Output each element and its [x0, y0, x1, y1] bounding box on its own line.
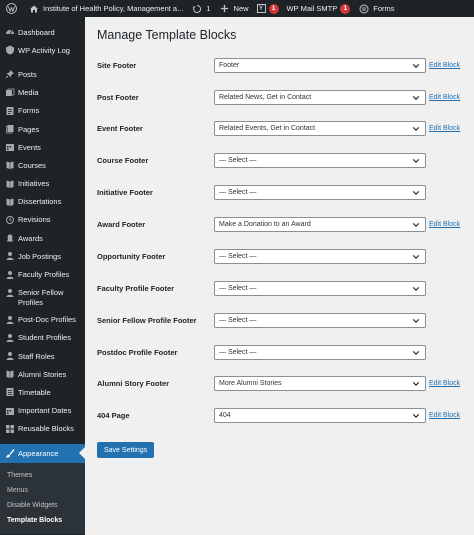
chevron-down-icon	[412, 285, 420, 293]
updates-count: 1	[206, 4, 211, 13]
post-footer-select[interactable]	[214, 90, 426, 105]
edit-block-link[interactable]: Edit Block	[429, 379, 461, 387]
sidebar-item-label: Dashboard	[18, 27, 55, 37]
users-icon	[4, 288, 15, 299]
blocks-icon	[4, 423, 15, 434]
users-icon	[4, 269, 15, 280]
sidebar-item-initiatives[interactable]	[0, 175, 85, 193]
sidebar-item-revisions[interactable]	[0, 211, 85, 229]
submenu-item-disable-widgets[interactable]: Disable Widgets	[7, 501, 58, 509]
edit-block-link[interactable]: Edit Block	[429, 411, 461, 419]
sidebar-item-label: Courses	[18, 160, 46, 170]
settings-row	[85, 87, 474, 107]
yoast-menu[interactable]	[253, 0, 283, 17]
chevron-down-icon	[412, 62, 420, 70]
sidebar-item-pages[interactable]	[0, 120, 85, 138]
sidebar-item-alumni-stories[interactable]	[0, 365, 85, 383]
sidebar-item-job-postings[interactable]	[0, 247, 85, 265]
settings-row	[85, 55, 474, 75]
sidebar-item-label: Senior Fellow Profiles	[18, 287, 64, 307]
senior-fellow-profile-footer-select[interactable]	[214, 313, 426, 328]
timetable-icon	[4, 387, 15, 398]
row-label: 404 Page	[97, 410, 130, 420]
404-page-select[interactable]	[214, 408, 426, 423]
settings-row	[85, 405, 474, 425]
row-label: Faculty Profile Footer	[97, 283, 175, 293]
settings-row	[85, 150, 474, 170]
row-label: Opportunity Footer	[97, 251, 166, 261]
award-icon	[4, 233, 15, 244]
sidebar-item-label: Alumni Stories	[18, 369, 67, 379]
book-icon	[4, 369, 15, 380]
chevron-down-icon	[412, 349, 420, 357]
edit-block-link[interactable]: Edit Block	[429, 93, 461, 101]
site-name: Institute of Health Policy, Management a...	[43, 4, 184, 13]
book-icon	[4, 160, 15, 171]
forms-icon	[358, 3, 370, 15]
select-value: — Select —	[219, 156, 257, 164]
new-label: New	[233, 4, 249, 13]
chevron-down-icon	[412, 189, 420, 197]
sidebar-item-label: Posts	[18, 69, 37, 79]
select-value: — Select —	[219, 284, 257, 292]
forms-icon	[4, 105, 15, 116]
sidebar-item-media[interactable]	[0, 84, 85, 102]
sidebar-item-reusable-blocks[interactable]	[0, 420, 85, 438]
calendar-icon	[4, 405, 15, 416]
select-value: — Select —	[219, 188, 257, 196]
select-value: — Select —	[219, 252, 257, 260]
users-icon	[4, 351, 15, 362]
settings-row	[85, 246, 474, 266]
updates-menu[interactable]	[187, 0, 214, 17]
chevron-down-icon	[412, 412, 420, 420]
chevron-down-icon	[412, 221, 420, 229]
sidebar-item-staff-roles[interactable]	[0, 347, 85, 365]
home-icon	[28, 3, 40, 15]
sidebar-item-post-doc-profiles[interactable]	[0, 311, 85, 329]
book-icon	[4, 178, 15, 189]
row-label: Senior Fellow Profile Footer	[97, 315, 197, 325]
sidebar-item-label: Pages	[18, 124, 40, 134]
event-footer-select[interactable]	[214, 121, 426, 136]
initiative-footer-select[interactable]	[214, 185, 426, 200]
sidebar-item-student-profiles[interactable]	[0, 329, 85, 347]
users-icon	[4, 251, 15, 262]
sidebar-item-label: Appearance	[18, 448, 59, 458]
calendar-icon	[4, 142, 15, 153]
yoast-badge: 1	[269, 4, 279, 14]
admin-sidebar	[0, 17, 85, 535]
settings-row	[85, 182, 474, 202]
sidebar-item-label: Reusable Blocks	[18, 424, 74, 434]
sidebar-item-label: Events	[18, 142, 41, 152]
media-icon	[4, 87, 15, 98]
main-content	[85, 17, 474, 535]
sidebar-item-events[interactable]	[0, 138, 85, 156]
sidebar-item-awards[interactable]	[0, 229, 85, 247]
settings-row	[85, 373, 474, 393]
sidebar-item-label: Job Postings	[18, 251, 61, 261]
settings-row	[85, 278, 474, 298]
chevron-down-icon	[412, 125, 420, 133]
wordpress-logo-icon	[5, 3, 17, 15]
row-label: Site Footer	[97, 60, 137, 70]
sidebar-item-label: Dissertations	[18, 197, 62, 207]
sidebar-item-wp-activity-log[interactable]	[0, 41, 85, 59]
award-footer-select[interactable]	[214, 217, 426, 232]
chevron-down-icon	[412, 94, 420, 102]
faculty-profile-footer-select[interactable]	[214, 281, 426, 296]
activity-log-icon	[4, 45, 15, 56]
opportunity-footer-select[interactable]	[214, 249, 426, 264]
pages-icon	[4, 124, 15, 135]
chevron-down-icon	[412, 157, 420, 165]
sidebar-item-label: Staff Roles	[18, 351, 55, 361]
settings-row	[85, 310, 474, 330]
row-label: Postdoc Profile Footer	[97, 347, 178, 357]
sidebar-item-senior-fellow-profiles[interactable]	[0, 284, 85, 311]
select-value: — Select —	[219, 316, 257, 324]
paintbrush-icon	[4, 448, 15, 459]
sidebar-item-forms[interactable]	[0, 102, 85, 120]
sidebar-item-courses[interactable]	[0, 156, 85, 174]
sidebar-item-dissertations[interactable]	[0, 193, 85, 211]
chevron-down-icon	[412, 380, 420, 388]
select-value: Footer	[219, 61, 240, 69]
plus-icon	[219, 3, 231, 15]
sidebar-item-label: Forms	[18, 106, 40, 116]
select-value: Related News, Get in Contact	[219, 93, 312, 101]
sidebar-item-timetable[interactable]	[0, 383, 85, 401]
page-title: Manage Template Blocks	[97, 28, 237, 42]
forms-menu[interactable]	[354, 0, 398, 17]
sidebar-item-dashboard[interactable]	[0, 23, 85, 41]
sidebar-item-label: Important Dates	[18, 406, 72, 416]
sidebar-item-label: Post-Doc Profiles	[18, 315, 76, 325]
chevron-down-icon	[412, 317, 420, 325]
appearance-submenu	[0, 463, 85, 534]
new-content-menu[interactable]	[215, 0, 253, 17]
row-label: Initiative Footer	[97, 187, 153, 197]
smtp-label: WP Mail SMTP	[286, 4, 338, 13]
book-icon	[4, 196, 15, 207]
row-label: Alumni Story Footer	[97, 378, 170, 388]
pin-icon	[4, 69, 15, 80]
site-name-menu[interactable]	[24, 0, 187, 17]
users-icon	[4, 314, 15, 325]
sidebar-item-label: Faculty Profiles	[18, 270, 70, 280]
select-value: Make a Donation to an Award	[219, 220, 311, 228]
submenu-item-template-blocks[interactable]: Template Blocks	[7, 516, 63, 524]
alumni-story-footer-select[interactable]	[214, 376, 426, 391]
row-label: Event Footer	[97, 123, 143, 133]
smtp-badge: 1	[340, 4, 350, 14]
select-value: Related Events, Get in Contact	[219, 124, 316, 132]
select-value: — Select —	[219, 348, 257, 356]
row-label: Award Footer	[97, 219, 146, 229]
wordpress-logo-menu[interactable]	[0, 0, 24, 17]
dashboard-icon	[4, 27, 15, 38]
forms-label: Forms	[373, 4, 395, 13]
chevron-down-icon	[412, 253, 420, 261]
select-value: 404	[219, 411, 231, 419]
settings-row	[85, 214, 474, 234]
submenu-item-menus[interactable]: Menus	[7, 486, 29, 494]
sidebar-item-faculty-profiles[interactable]	[0, 265, 85, 283]
users-icon	[4, 332, 15, 343]
settings-row	[85, 118, 474, 138]
sidebar-item-label: Media	[18, 88, 39, 98]
save-settings-button[interactable]: Save Settings	[97, 442, 154, 458]
sidebar-item-posts[interactable]	[0, 65, 85, 83]
sidebar-item-label: WP Activity Log	[18, 45, 70, 55]
postdoc-profile-footer-select[interactable]	[214, 345, 426, 360]
row-label: Post Footer	[97, 92, 139, 102]
sidebar-item-label: Timetable	[18, 387, 51, 397]
select-value: More Alumni Stories	[219, 379, 282, 387]
updates-icon	[191, 3, 203, 15]
sidebar-item-label: Student Profiles	[18, 333, 71, 343]
yoast-icon: Y	[257, 4, 266, 13]
revisions-icon	[4, 214, 15, 225]
submenu-item-themes[interactable]: Themes	[7, 471, 33, 479]
course-footer-select[interactable]	[214, 153, 426, 168]
sidebar-item-important-dates[interactable]	[0, 402, 85, 420]
settings-row	[85, 342, 474, 362]
sidebar-item-label: Revisions	[18, 215, 51, 225]
sidebar-item-label: Awards	[18, 233, 43, 243]
edit-block-link[interactable]: Edit Block	[429, 124, 461, 132]
row-label: Course Footer	[97, 155, 149, 165]
site-footer-select[interactable]	[214, 58, 426, 73]
sidebar-item-label: Initiatives	[18, 179, 50, 189]
edit-block-link[interactable]: Edit Block	[429, 61, 461, 69]
sidebar-item-appearance[interactable]	[0, 444, 85, 463]
admin-bar	[0, 0, 474, 17]
wp-mail-smtp-menu[interactable]	[283, 0, 355, 17]
edit-block-link[interactable]: Edit Block	[429, 220, 461, 228]
